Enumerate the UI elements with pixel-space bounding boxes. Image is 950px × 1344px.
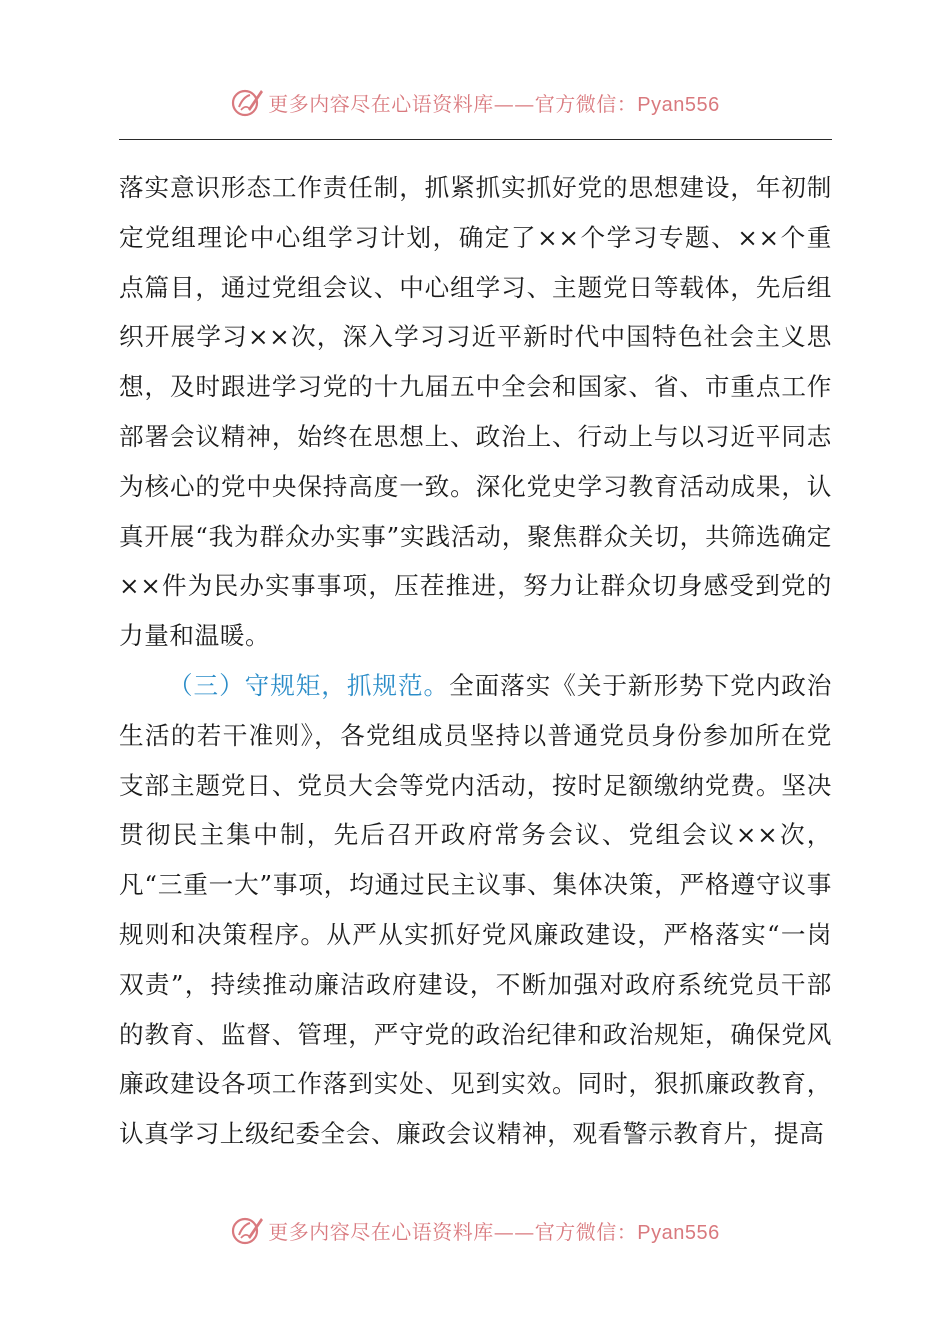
watermark-text xyxy=(268,88,719,117)
document-body xyxy=(119,163,832,1159)
paragraph-2 xyxy=(119,661,832,1159)
header-divider xyxy=(119,139,832,140)
footer-watermark xyxy=(0,1210,950,1250)
pen-seal-logo-icon xyxy=(230,1213,264,1247)
section-text-3: 全面落实《关于新形势下党内政治生活的若干准则》，各党组成员坚持以普通党员身份参加所在党支部主题党日、党员大会等党内活动，按时足额缴纳党费。坚决贯彻民主集中制，先后召开政府常务会议、党组会议××次，凡“三重一大”事项，均通过民主议事、集体决策，严格遵守议事规则和决策程序。从严从实抓好党风廉政建设，严格落实“一岗双责”，持续推动廉洁政府建设，不断加强对政府系统党员干部的教育、监督、管理，严守党的政治纪律和政治规矩，确保党风廉政建设各项工作落到实处、见到实效。同时，狠抓廉政教育，认真学习上级纪委全会、廉政会议精神，观看警示教育片，提高 xyxy=(119,670,832,1149)
watermark-wechat: Pyan556 xyxy=(637,1221,720,1244)
watermark-brand: 更多内容尽在心语资料库 xyxy=(268,1219,494,1244)
pen-seal-logo-icon xyxy=(230,85,264,119)
watermark-label: 官方微信： xyxy=(534,91,638,116)
watermark-brand: 更多内容尽在心语资料库 xyxy=(268,91,494,116)
watermark-wechat: Pyan556 xyxy=(637,93,720,116)
section-heading-3: （三）守规矩，抓规范。 xyxy=(168,670,450,700)
watermark-separator: —— xyxy=(493,1219,535,1244)
watermark-text xyxy=(268,1216,719,1245)
watermark-separator: —— xyxy=(493,91,535,116)
header-watermark xyxy=(0,82,950,122)
paragraph-1: 落实意识形态工作责任制，抓紧抓实抓好党的思想建设，年初制定党组理论中心组学习计划，确定了××个学习专题、××个重点篇目，通过党组会议、中心组学习、主题党日等载体，先后组织开展学习××次，深入学习习近平新时代中国特色社会主义思想，及时跟进学习党的十九届五中全会和国家、省、市重点工作部署会议精神，始终在思想上、政治上、行动上与以习近平同志为核心的党中央保持高度一致。深化党史学习教育活动成果，认真开展“我为群众办实事”实践活动，聚焦群众关切，共筛选确定××件为民办实事事项，压茬推进，努力让群众切身感受到党的力量和温暖。 xyxy=(119,173,832,651)
watermark-label: 官方微信： xyxy=(534,1219,638,1244)
